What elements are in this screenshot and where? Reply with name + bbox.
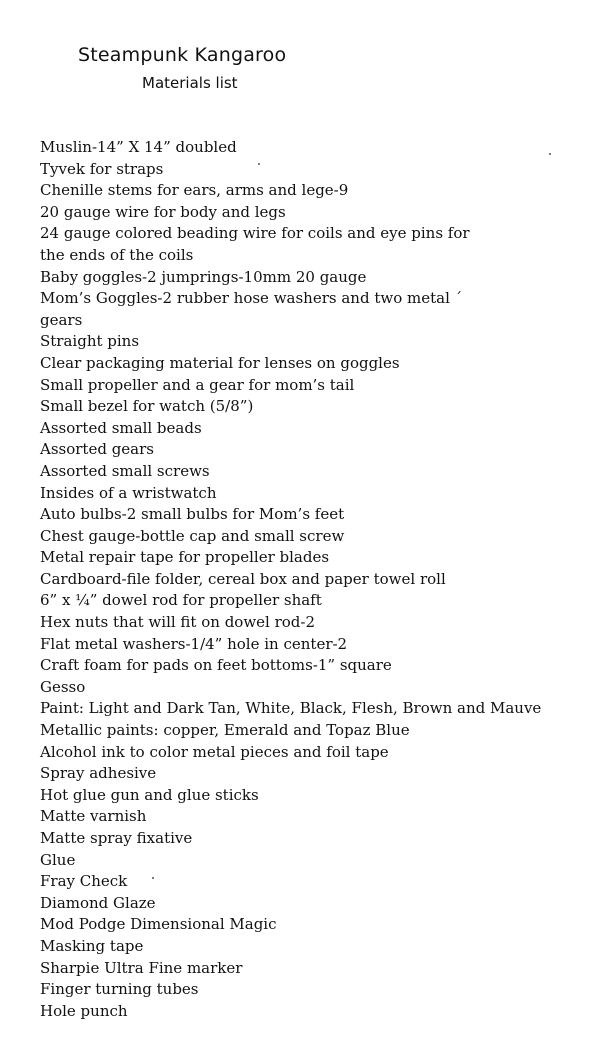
material-item: Small bezel for watch (5/8”): [40, 397, 254, 416]
material-item: gears: [40, 310, 83, 329]
material-item: Assorted gears: [40, 440, 154, 459]
material-item: 24 gauge colored beading wire for coils and eye pins for: [40, 224, 470, 243]
material-item: Fray Check: [40, 872, 128, 891]
material-item: Tyvek for straps: [40, 159, 164, 178]
material-item: Hex nuts that will fit on dowel rod-2: [40, 613, 316, 632]
material-item: Metal repair tape for propeller blades: [40, 548, 330, 567]
materials-list: [40, 137, 580, 1022]
material-item: Clear packaging material for lenses on goggles: [40, 353, 400, 372]
material-item: Diamond Glaze: [40, 893, 156, 912]
material-item: Baby goggles-2 jumprings-10mm 20 gauge: [40, 267, 367, 286]
material-item: Flat metal washers-1/4” hole in center-2: [40, 634, 348, 653]
material-item: Chenille stems for ears, arms and lege-9: [40, 181, 349, 200]
material-item: the ends of the coils: [40, 245, 194, 264]
material-item: Muslin-14” X 14” doubled: [40, 138, 237, 156]
material-item: Assorted small beads: [40, 418, 202, 437]
material-item: Metallic paints: copper, Emerald and Topaz Blue: [40, 721, 410, 740]
scan-speck: [549, 153, 551, 155]
material-item: Hot glue gun and glue sticks: [40, 785, 259, 804]
scan-speck: [152, 877, 154, 879]
material-item: Chest gauge-bottle cap and small screw: [40, 526, 345, 545]
material-item: Cardboard-file folder, cereal box and paper towel roll: [40, 569, 446, 588]
document-subtitle: Materials list: [142, 74, 238, 92]
material-item: Glue: [40, 850, 76, 869]
material-item: Mod Podge Dimensional Magic: [40, 915, 277, 934]
material-item: Paint: Light and Dark Tan, White, Black, Flesh, Brown and Mauve: [40, 699, 542, 718]
material-item: Insides of a wristwatch: [40, 483, 217, 502]
scan-speck: [258, 163, 260, 165]
material-item: Auto bulbs-2 small bulbs for Mom’s feet: [40, 505, 345, 524]
material-item: Assorted small screws: [40, 461, 210, 480]
document-title: Steampunk Kangaroo: [78, 44, 287, 66]
material-item: Mom’s Goggles-2 rubber hose washers and two metal ´: [40, 289, 463, 308]
material-item: Masking tape: [40, 936, 144, 955]
material-item: 6” x ¼” dowel rod for propeller shaft: [40, 591, 322, 610]
material-item: Alcohol ink to color metal pieces and foil tape: [40, 742, 389, 761]
material-item: Straight pins: [40, 332, 140, 351]
material-item: Sharpie Ultra Fine marker: [40, 958, 243, 977]
material-item: Craft foam for pads on feet bottoms-1” square: [40, 656, 392, 675]
material-item: 20 gauge wire for body and legs: [40, 202, 286, 221]
material-item: Matte spray fixative: [40, 829, 193, 847]
material-item: Finger turning tubes: [40, 980, 199, 999]
material-item: Spray adhesive: [40, 764, 157, 783]
material-item: Small propeller and a gear for mom’s tail: [40, 375, 355, 394]
material-item: Gesso: [40, 677, 86, 696]
material-item: Hole punch: [40, 1001, 128, 1020]
material-item: Matte varnish: [40, 807, 147, 826]
